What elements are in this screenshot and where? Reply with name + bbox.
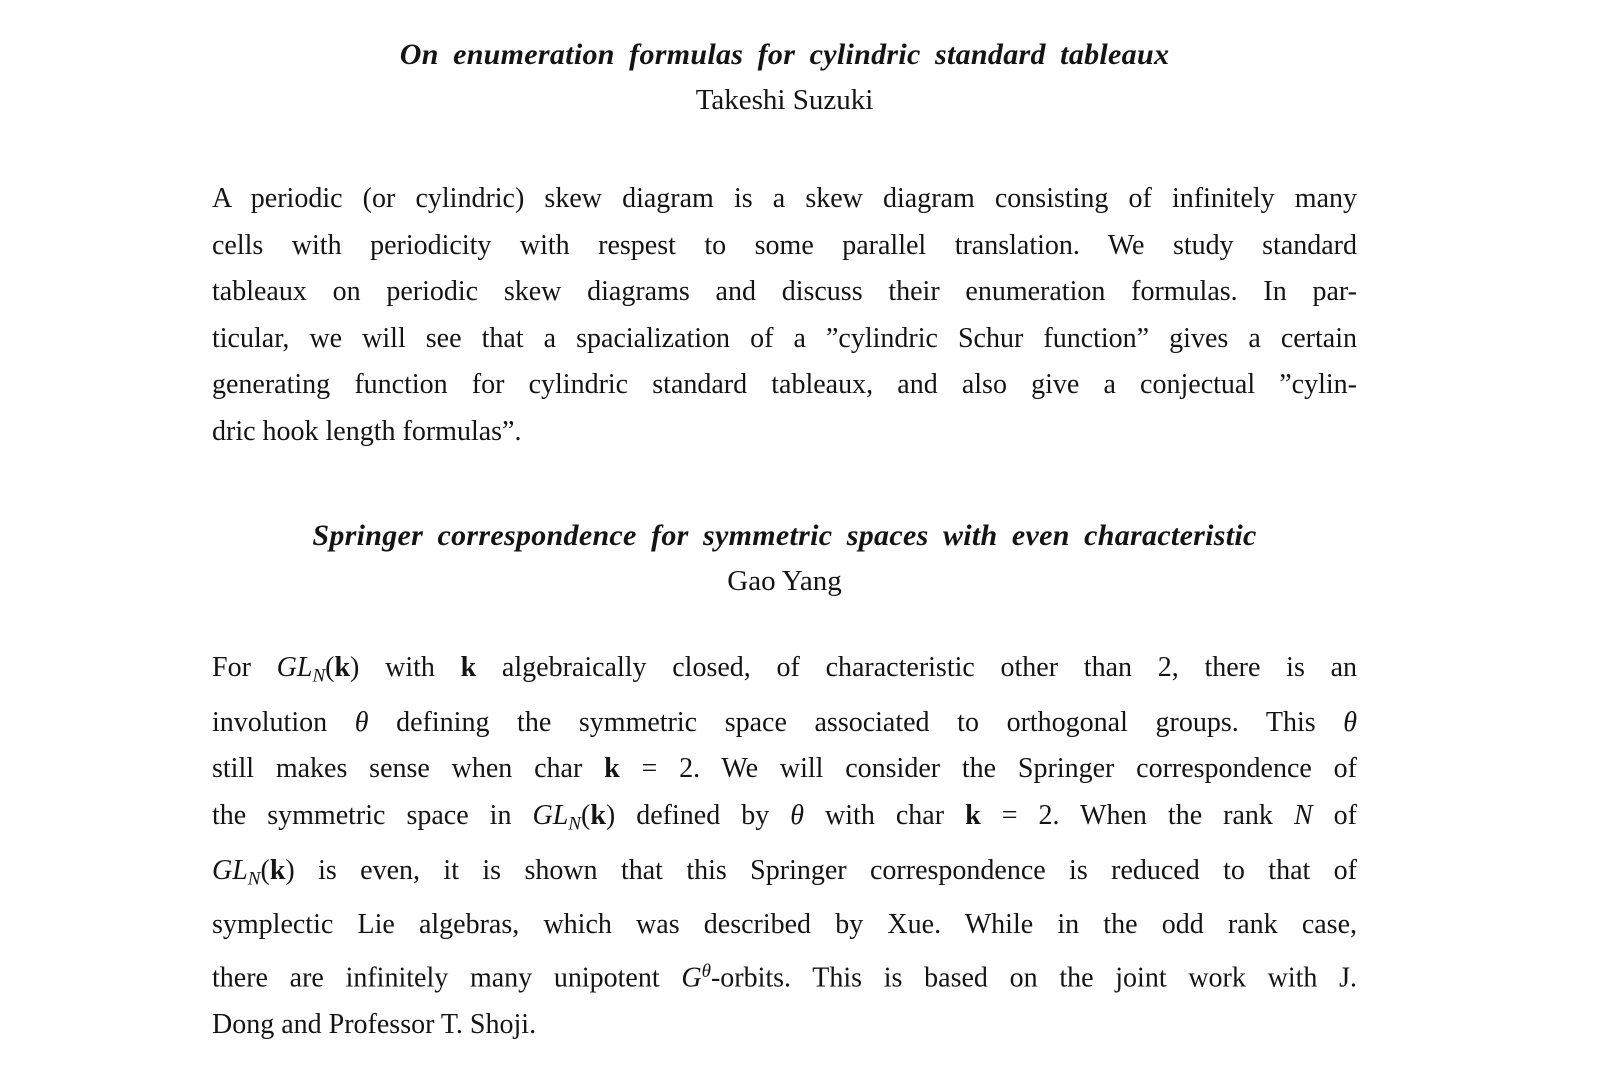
text-line (212, 409, 1357, 456)
text-segment: algebraically closed, of characteristic other than 2, there is an (476, 652, 1357, 683)
text-line (212, 645, 1357, 700)
math-segment: GL (532, 799, 569, 831)
text-segment: defining the symmetric space associated to orthogonal groups. This (368, 706, 1344, 738)
text-segment: = 2. When the rank (980, 799, 1294, 831)
abstract-section-1 (212, 36, 1357, 455)
text-segment: ) with (350, 652, 461, 683)
math-segment: k (965, 799, 981, 831)
text-segment: the symmetric space in (212, 799, 533, 831)
text-segment: = 2. We will consider the Springer correspondence of (619, 753, 1357, 785)
math-segment: k (269, 854, 286, 886)
abstract-body-2 (212, 645, 1357, 1049)
text-line (212, 223, 1357, 270)
text-line (212, 176, 1357, 223)
text-segment: of (1312, 799, 1357, 831)
text-line (212, 316, 1357, 363)
text-segment: ( (325, 652, 335, 683)
text-line (212, 1002, 1357, 1049)
math-segment: N (247, 867, 261, 889)
text-segment: there are infinitely many unipotent (212, 962, 682, 994)
abstract-section-2 (212, 517, 1357, 1049)
speaker-name-1: Takeshi Suzuki (695, 84, 874, 116)
math-segment: N (568, 813, 581, 835)
math-segment: G (681, 962, 702, 994)
text-line (212, 746, 1357, 793)
text-segment: For (212, 652, 277, 683)
text-line (212, 362, 1357, 409)
text-segment: -orbits. This is based on the joint work with J. (710, 962, 1357, 994)
text-segment: still makes sense when char (212, 753, 605, 785)
talk-title-1: On enumeration formulas for cylindric standard tableaux (399, 38, 1170, 71)
text-segment: cells with periodicity with respest to some parallel translation. We study standard (212, 229, 1357, 261)
text-segment: with char (804, 799, 966, 831)
text-segment: ticular, we will see that a spacialization of a ”cylindric Schur function” gives a certain (212, 322, 1357, 354)
text-segment: ( (260, 854, 270, 886)
text-line (212, 793, 1357, 848)
text-segment: ( (580, 799, 591, 831)
math-segment: GL (276, 652, 313, 683)
text-line (212, 269, 1357, 316)
math-segment: N (312, 665, 326, 687)
abstract-body-1 (212, 176, 1357, 455)
text-line (212, 848, 1357, 903)
math-segment: θ (701, 960, 711, 982)
math-segment: k (604, 753, 620, 785)
math-segment: k (334, 652, 351, 683)
math-segment: k (590, 799, 606, 831)
math-segment: θ (354, 706, 369, 738)
math-segment: θ (790, 799, 805, 831)
math-segment: θ (1343, 706, 1357, 738)
text-segment: Dong and Professor T. Shoji. (212, 1009, 537, 1040)
talk-title-2: Springer correspondence for symmetric spaces with even characteristic (312, 519, 1257, 552)
math-segment: GL (212, 854, 248, 886)
speaker-name-2: Gao Yang (727, 565, 842, 597)
text-segment: ) is even, it is shown that this Springer correspondence is reduced to that of (285, 854, 1357, 886)
text-line (212, 902, 1357, 949)
math-segment: k (460, 652, 477, 683)
text-segment: A periodic (or cylindric) skew diagram is a skew diagram consisting of infinitely many (212, 183, 1357, 214)
text-segment: symplectic Lie algebras, which was described by Xue. While in the odd rank case, (212, 909, 1357, 941)
text-line (212, 949, 1357, 1002)
text-segment: tableaux on periodic skew diagrams and discuss their enumeration formulas. In par- (212, 276, 1357, 307)
text-segment: generating function for cylindric standard tableaux, and also give a conjectual ”cylin- (212, 369, 1357, 400)
text-column (212, 0, 1357, 1049)
text-line (212, 700, 1357, 747)
math-segment: N (1293, 799, 1313, 831)
text-segment: dric hook length formulas”. (212, 415, 522, 447)
text-segment: ) defined by (605, 799, 791, 831)
text-segment: involution (212, 706, 355, 738)
